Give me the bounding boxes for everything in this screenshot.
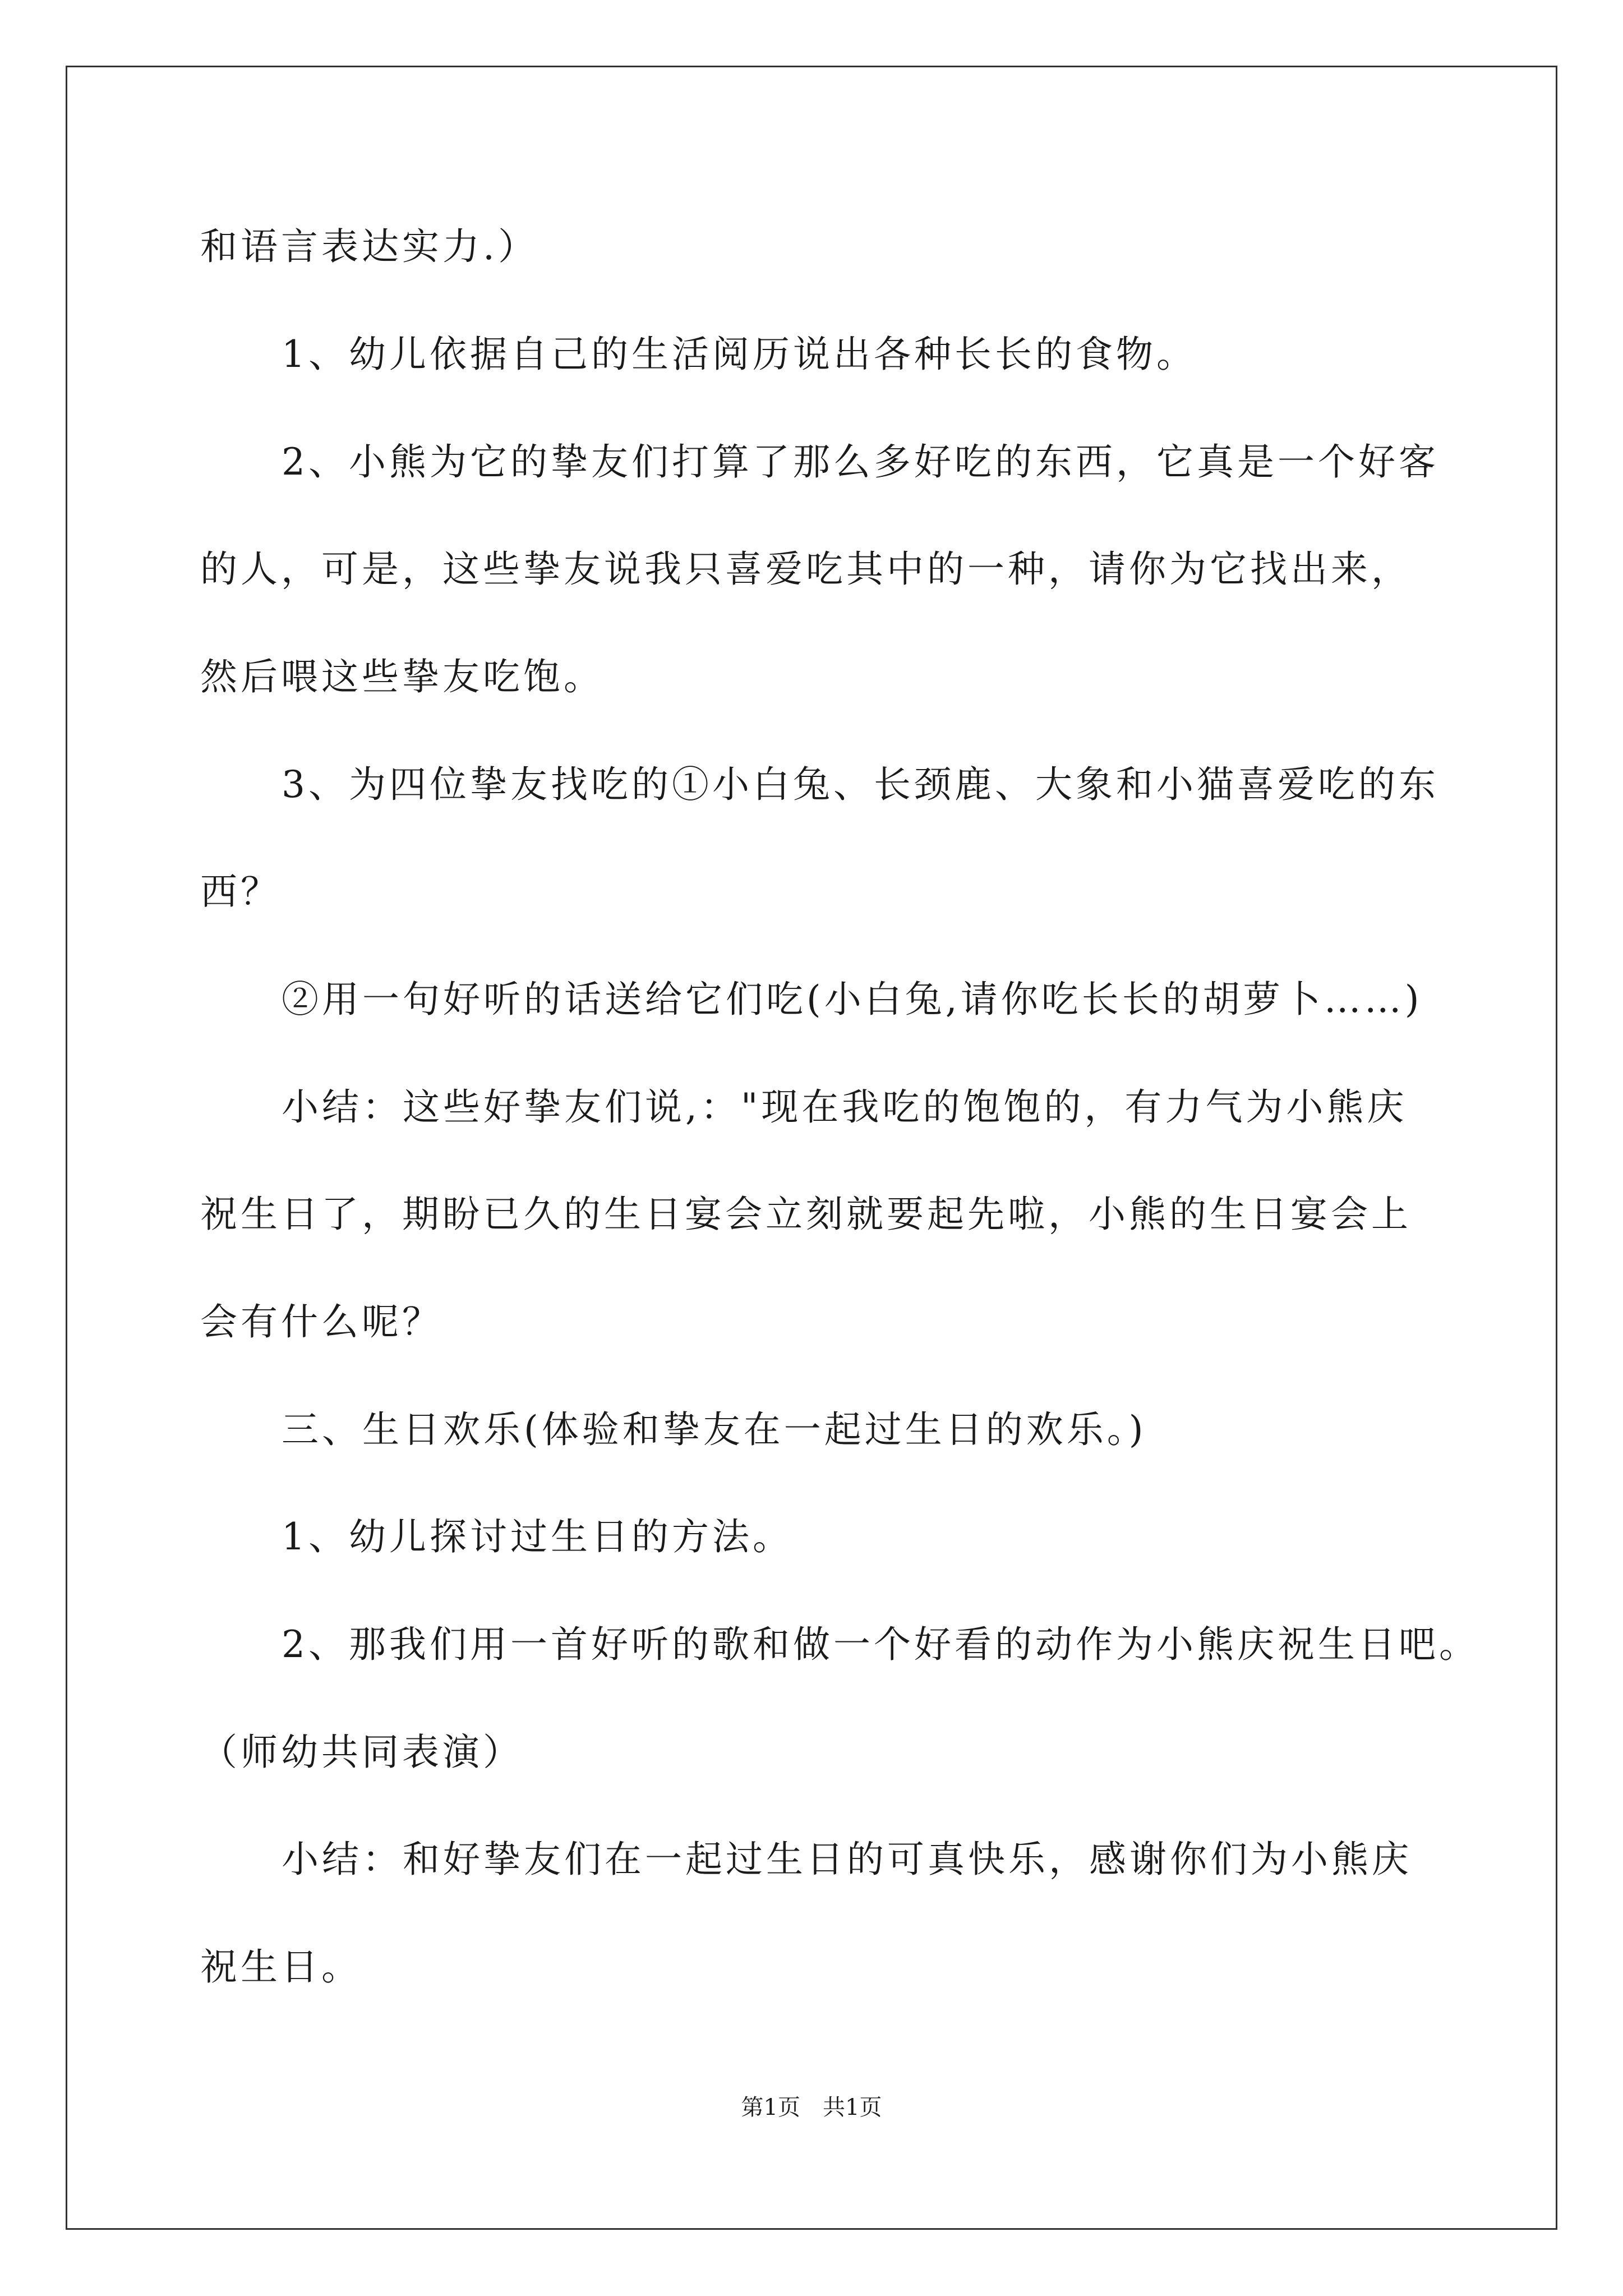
text-line: 的人，可是，这些挚友说我只喜爱吃其中的一种，请你为它找出来，	[200, 547, 1412, 591]
text-line: 2、那我们用一首好听的歌和做一个好看的动作为小熊庆祝生日吧。	[282, 1623, 1479, 1666]
text-line: 祝生日。	[200, 1945, 362, 1989]
text-line: 1、幼儿探讨过生日的方法。	[282, 1515, 793, 1558]
text-line: 3、为四位挚友找吃的①小白兔、长颈鹿、大象和小猫喜爱吃的东	[282, 763, 1439, 806]
text-line: 小结：这些好挚友们说,："现在我吃的饱饱的，有力气为小熊庆	[282, 1085, 1408, 1129]
text-line: 和语言表达实力.）	[200, 225, 538, 268]
text-line: 西？	[200, 870, 281, 913]
text-line: 祝生日了，期盼已久的生日宴会立刻就要起先啦，小熊的生日宴会上	[200, 1193, 1412, 1236]
text-line: 2、小熊为它的挚友们打算了那么多好吃的东西，它真是一个好客	[282, 440, 1439, 484]
text-line: （师幼共同表演）	[200, 1731, 523, 1774]
text-line: 小结：和好挚友们在一起过生日的可真快乐，感谢你们为小熊庆	[282, 1838, 1412, 1881]
text-line: 三、生日欢乐(体验和挚友在一起过生日的欢乐。)	[282, 1408, 1147, 1451]
page-number: 第1页	[741, 2095, 800, 2120]
page-total: 共1页	[823, 2095, 882, 2120]
page-border	[66, 66, 1557, 2230]
text-line: 1、幼儿依据自己的生活阅历说出各种长长的食物。	[282, 333, 1197, 376]
page-footer	[0, 2093, 1623, 2122]
text-line: 会有什么呢？	[200, 1300, 442, 1343]
text-line: ②用一句好听的话送给它们吃(小白兔,请你吃长长的胡萝卜……)	[282, 978, 1423, 1021]
text-line: 然后喂这些挚友吃饱。	[200, 655, 604, 698]
